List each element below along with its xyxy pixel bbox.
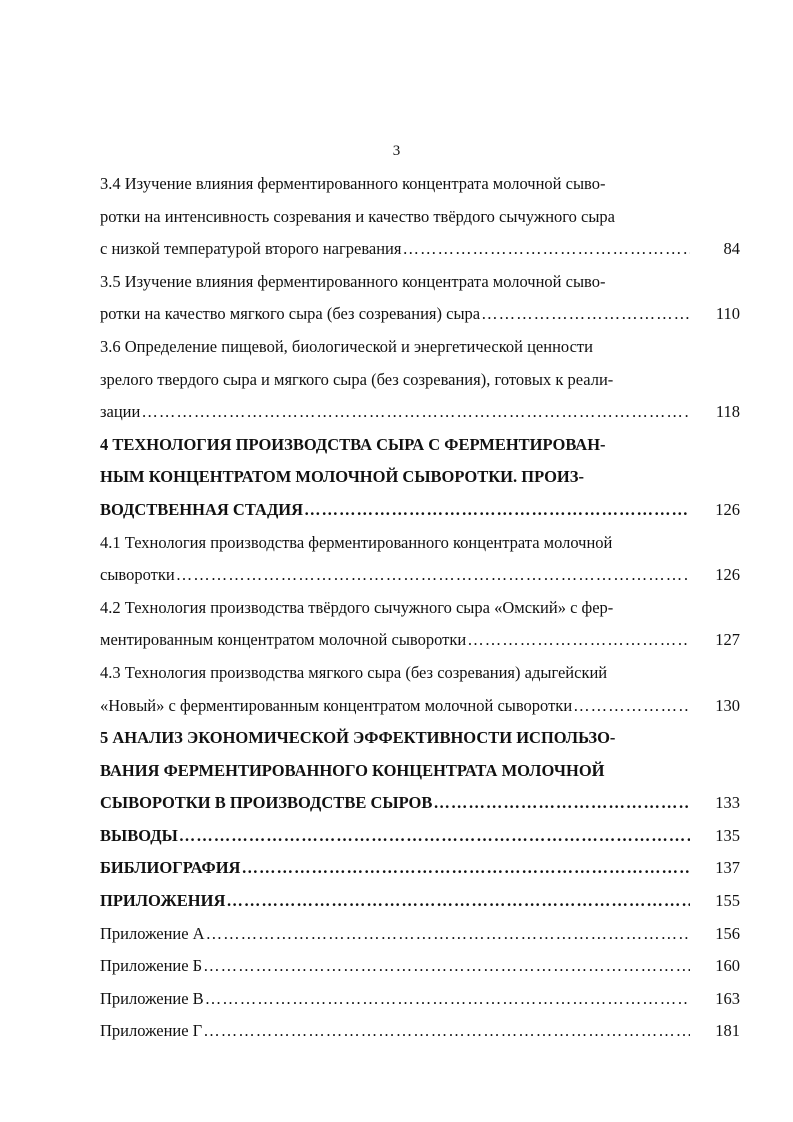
toc-entry-line: зации (100, 402, 141, 422)
toc-entry-line: 4 ТЕХНОЛОГИЯ ПРОИЗВОДСТВА СЫРА С ФЕРМЕНТИРОВАН- (100, 434, 606, 454)
dot-leader (304, 494, 690, 527)
toc-entry-line: ПРИЛОЖЕНИЯ (100, 891, 226, 911)
toc-entry-line: 3.5 Изучение влияния ферментированного концентрата молочной сыво- (100, 271, 606, 291)
toc-entry-line: «Новый» с ферментированным концентратом молочной сыворотки (100, 695, 573, 715)
toc-page-number: 126 (715, 565, 740, 585)
dot-leader (203, 950, 690, 983)
dot-leader (206, 918, 690, 951)
toc-entry-line: НЫМ КОНЦЕНТРАТОМ МОЛОЧНОЙ СЫВОРОТКИ. ПРОИЗ- (100, 467, 584, 487)
toc-entry-line: зрелого твердого сыра и мягкого сыра (без созревания), готовых к реали- (100, 369, 614, 389)
toc-entry-line: ВАНИЯ ФЕРМЕНТИРОВАННОГО КОНЦЕНТРАТА МОЛОЧНОЙ (100, 760, 605, 780)
toc-entry-3-4 (100, 168, 740, 266)
toc-entry-line: 4.2 Технология производства твёрдого сычужного сыра «Омский» с фер- (100, 597, 614, 617)
toc-appendix-g (100, 1015, 740, 1048)
toc-page-number: 135 (715, 825, 740, 845)
toc-entry-4-2 (100, 592, 740, 657)
toc-entry-line: Приложение Г (100, 1021, 203, 1041)
toc-page-number: 110 (715, 304, 740, 324)
toc-page-number: 181 (715, 1021, 740, 1041)
toc-page-number: 133 (715, 793, 740, 813)
dot-leader (241, 852, 690, 885)
toc-entry-line: ментированным концентратом молочной сыворотки (100, 630, 467, 650)
toc-page-number: 130 (715, 695, 740, 715)
dot-leader (203, 1015, 690, 1048)
toc-entry-line: 4.1 Технология производства ферментированного концентрата молочной (100, 532, 613, 552)
table-of-contents (100, 168, 740, 1048)
toc-entry-line: Приложение Б (100, 956, 203, 976)
toc-page-number: 163 (715, 988, 740, 1008)
dot-leader (573, 690, 690, 723)
toc-entry-line: 3.4 Изучение влияния ферментированного концентрата молочной сыво- (100, 174, 606, 193)
toc-entry-4-3 (100, 657, 740, 722)
toc-appendix-v (100, 983, 740, 1016)
toc-bibliography (100, 852, 740, 885)
toc-entry-4-1 (100, 527, 740, 592)
toc-conclusions (100, 820, 740, 853)
dot-leader (205, 983, 690, 1016)
toc-entry-line: 3.6 Определение пищевой, биологической и энергетической ценности (100, 336, 593, 356)
toc-page-number: 160 (715, 956, 740, 976)
dot-leader (141, 396, 690, 429)
toc-page-number: 155 (715, 891, 740, 911)
toc-entry-line: БИБЛИОГРАФИЯ (100, 858, 241, 878)
toc-entry-3-6 (100, 331, 740, 429)
toc-entry-3-5 (100, 266, 740, 331)
dot-leader (433, 787, 690, 820)
toc-appendix-a (100, 918, 740, 951)
toc-entry-line: с низкой температурой второго нагревания (100, 239, 402, 259)
toc-entry-line: СЫВОРОТКИ В ПРОИЗВОДСТВЕ СЫРОВ (100, 793, 433, 813)
toc-chapter-4 (100, 429, 740, 527)
page-number: 3 (392, 143, 401, 159)
toc-entry-line: ВОДСТВЕННАЯ СТАДИЯ (100, 499, 304, 519)
toc-entry-line: ВЫВОДЫ (100, 825, 178, 845)
toc-entry-line: ротки на качество мягкого сыра (без созревания) сыра (100, 304, 481, 324)
toc-entry-line: ротки на интенсивность созревания и качество твёрдого сычужного сыра (100, 206, 615, 226)
dot-leader (481, 298, 690, 331)
toc-page-number: 84 (723, 239, 740, 259)
toc-page-number: 137 (715, 858, 740, 878)
toc-chapter-5 (100, 722, 740, 820)
toc-entry-line: сыворотки (100, 565, 175, 585)
toc-page-number: 127 (715, 630, 740, 650)
toc-page-number: 156 (715, 923, 740, 943)
dot-leader (467, 624, 690, 657)
toc-entry-line: 5 АНАЛИЗ ЭКОНОМИЧЕСКОЙ ЭФФЕКТИВНОСТИ ИСПОЛЬЗО- (100, 728, 616, 748)
toc-appendices (100, 885, 740, 918)
dot-leader (179, 820, 690, 853)
dot-leader (402, 233, 690, 266)
toc-page-number: 126 (715, 499, 740, 519)
toc-entry-line: Приложение В (100, 988, 204, 1008)
toc-entry-line: 4.3 Технология производства мягкого сыра (без созревания) адыгейский (100, 662, 608, 682)
toc-entry-line: Приложение А (100, 923, 205, 943)
dot-leader (176, 559, 690, 592)
toc-page-number: 118 (715, 402, 740, 422)
dot-leader (226, 885, 690, 918)
toc-appendix-b (100, 950, 740, 983)
